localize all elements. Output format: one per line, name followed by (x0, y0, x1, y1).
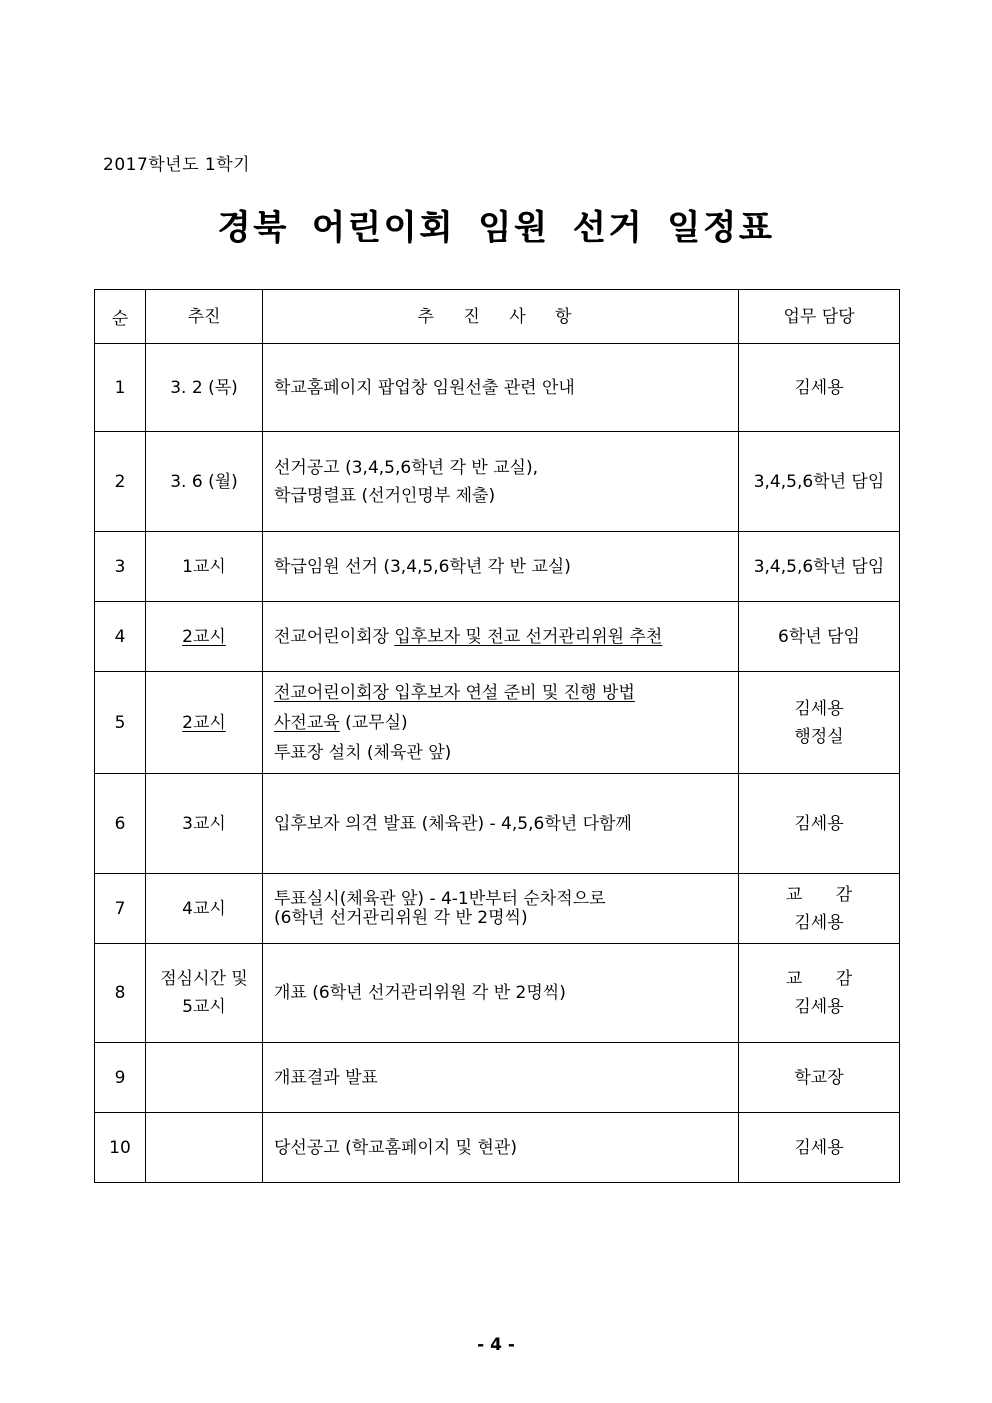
table-header-row (95, 290, 900, 344)
row-when (146, 944, 263, 1043)
row-owner: 김세용 (739, 344, 900, 432)
row-owner: 6학년 담임 (739, 602, 900, 672)
row-owner: 3,4,5,6학년 담임 (739, 432, 900, 532)
row-owner-line: 김세용 (794, 912, 844, 933)
row-item: 학교홈페이지 팝업창 임원선출 관련 안내 (263, 344, 739, 432)
row-item-line: 선거공고 (3,4,5,6학년 각 반 교실), (274, 457, 538, 478)
row-item-line: 전교어린이회장 입후보자 연설 준비 및 진행 방법 (274, 682, 635, 703)
page-number: - 4 - (477, 1335, 515, 1355)
row-item: 학급임원 선거 (3,4,5,6학년 각 반 교실) (263, 532, 739, 602)
row-owner: 3,4,5,6학년 담임 (739, 532, 900, 602)
row-item: 당선공고 (학교홈페이지 및 현관) (263, 1113, 739, 1183)
row-no: 10 (95, 1113, 146, 1183)
row-item (263, 432, 739, 532)
row-item-text: 전교어린이회장 (274, 626, 395, 647)
row-item-line: 학급명렬표 (선거인명부 제출) (274, 485, 496, 506)
row-owner: 김세용 (739, 774, 900, 874)
row-when (146, 1113, 263, 1183)
row-when: 1교시 (146, 532, 263, 602)
row-item (263, 602, 739, 672)
table-row (95, 1043, 900, 1113)
row-when-text: 2교시 (182, 712, 226, 733)
table-row (95, 602, 900, 672)
row-when (146, 672, 263, 774)
row-owner-line: 김세용 (794, 997, 844, 1017)
row-item-line: 투표실시(체육관 앞) - 4-1반부터 순차적으로 (274, 888, 606, 909)
row-owner (739, 944, 900, 1043)
document-title: 경북 어린이회 임원 선거 일정표 (217, 208, 775, 248)
row-owner: 김세용 (739, 1113, 900, 1183)
row-when: 3. 2 (목) (146, 344, 263, 432)
header-when: 추진 (146, 290, 263, 344)
row-item-text: (교무실) (339, 712, 408, 733)
semester-label: 2017학년도 1학기 (103, 155, 251, 175)
row-no: 7 (95, 874, 146, 944)
row-owner-line: 김세용 (794, 698, 844, 719)
row-no: 1 (95, 344, 146, 432)
row-item: 개표 (6학년 선거관리위원 각 반 2명씩) (263, 944, 739, 1043)
row-owner-line: 행정실 (794, 726, 844, 747)
row-no: 5 (95, 672, 146, 774)
row-item-underlined: 사전교육 (274, 712, 340, 733)
row-item: 입후보자 의견 발표 (체육관) - 4,5,6학년 다함께 (263, 774, 739, 874)
row-no: 2 (95, 432, 146, 532)
table-row (95, 432, 900, 532)
row-item-line (274, 708, 738, 738)
row-owner (739, 672, 900, 774)
row-item-line: 투표장 설치 (체육관 앞) (274, 742, 452, 763)
row-no: 6 (95, 774, 146, 874)
table-row (95, 344, 900, 432)
table-row (95, 532, 900, 602)
header-owner: 업무 담당 (739, 290, 900, 344)
row-when-line: 5교시 (182, 997, 226, 1017)
row-when (146, 1043, 263, 1113)
row-item-underlined: 입후보자 및 전교 선거관리위원 추천 (394, 626, 663, 647)
table-row (95, 672, 900, 774)
header-no: 순 (95, 290, 146, 344)
row-when (146, 602, 263, 672)
row-when: 3교시 (146, 774, 263, 874)
row-item (263, 672, 739, 774)
row-owner-line: 교 감 (785, 969, 867, 989)
row-no: 9 (95, 1043, 146, 1113)
table-row (95, 1113, 900, 1183)
row-owner-line: 교 감 (785, 884, 867, 905)
row-owner: 학교장 (739, 1043, 900, 1113)
schedule-table (94, 289, 900, 1183)
header-item: 추 진 사 항 (263, 290, 739, 344)
table-row (95, 944, 900, 1043)
row-owner (739, 874, 900, 944)
row-when-line: 점심시간 및 (160, 969, 248, 989)
row-when-text: 2교시 (182, 626, 226, 647)
row-item-line: (6학년 선거관리위원 각 반 2명씩) (274, 907, 528, 928)
row-item: 개표결과 발표 (263, 1043, 739, 1113)
row-no: 3 (95, 532, 146, 602)
row-when: 4교시 (146, 874, 263, 944)
row-when: 3. 6 (월) (146, 432, 263, 532)
row-item (263, 874, 739, 944)
table-row (95, 774, 900, 874)
row-no: 4 (95, 602, 146, 672)
row-no: 8 (95, 944, 146, 1043)
table-row (95, 874, 900, 944)
